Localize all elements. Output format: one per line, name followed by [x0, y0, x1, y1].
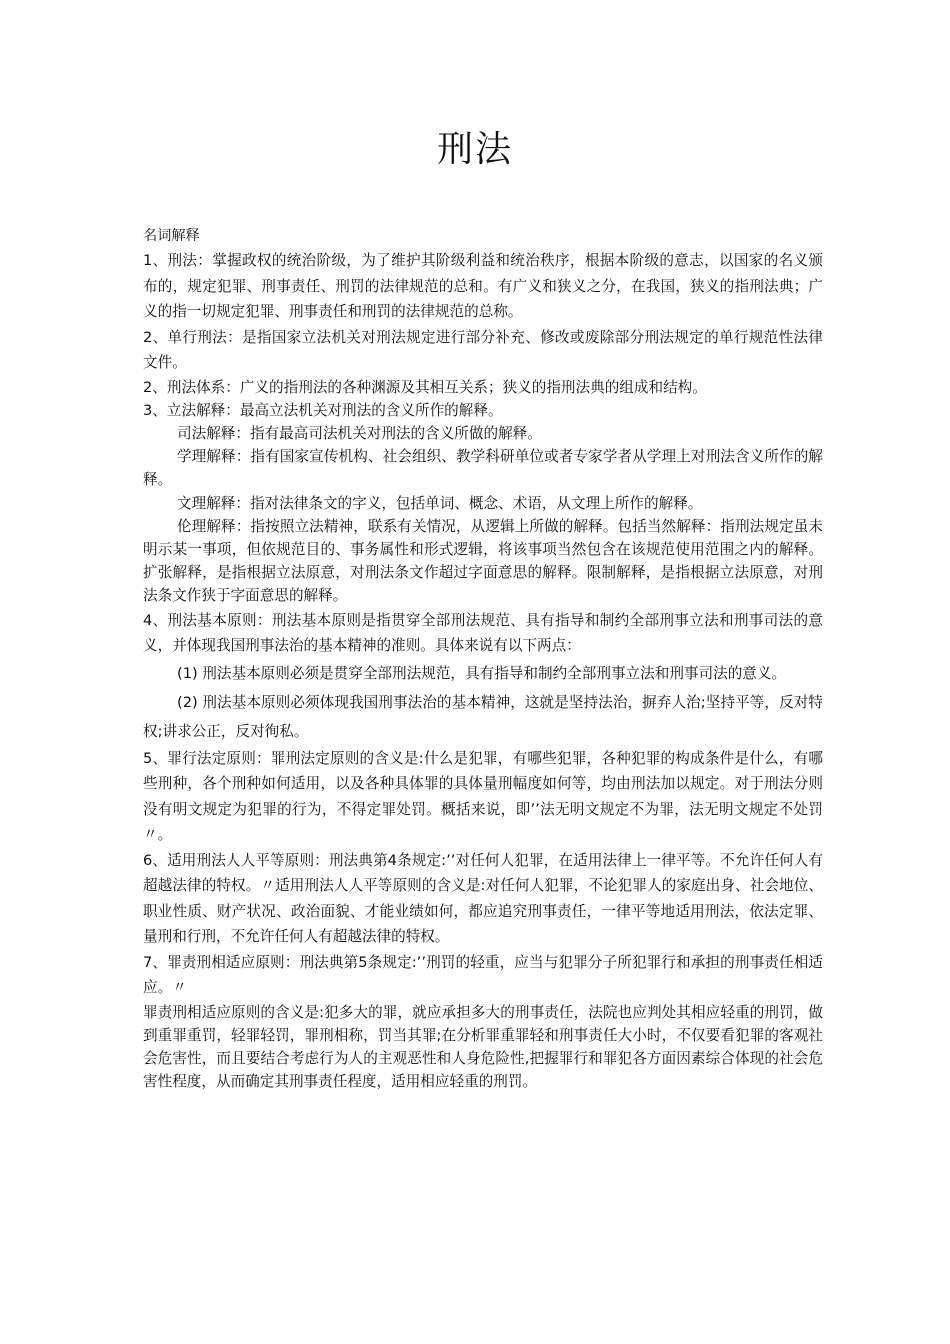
definition-criminal-law-system: 2、刑法体系：广义的指刑法的各种渊源及其相互关系；狭义的指刑法典的组成和结构。 [143, 378, 707, 396]
section-heading: 名词解释 [143, 228, 200, 244]
document-body [143, 225, 823, 1093]
definition-equality-principle: 6、适用刑法人人平等原则：刑法典第4条规定:’’对任何人犯罪，在适用法律上一律平等。不允许任何人有超越法律的特权。〃适用刑法人人平等原则的含义是:对任何人犯罪，不论犯罪人的家庭出身、社会地位、职业性质、财产状况、政治面貌、才能业绩如何，都应追究刑事责任，一律平等地适用刑法，依法定罪、量刑和行刑，不允许任何人有超越法律的特权。 [143, 851, 823, 946]
definition-proportionality-principle: 7、罪责刑相适应原则：刑法典第5条规定:’’刑罚的轻重，应当与犯罪分子所犯罪行和承担的刑事责任相适应。〃 [143, 953, 823, 997]
definition-ethical-interpretation: 伦理解释：指按照立法精神，联系有关情况，从逻辑上所做的解释。包括当然解释：指刑法规定虽未明示某一事项，但依规范目的、事务属性和形式逻辑，将该事项当然包含在该规范使用范围之内的解释。扩张解释，是指根据立法原意，对刑法条文作超过字面意思的解释。限制解释，是指根据立法原意，对刑法条文作狭于字面意思的解释。 [143, 517, 823, 605]
document-title: 刑法 [436, 129, 513, 170]
principle-item-2: (2) 刑法基本原则必须体现我国刑事法治的基本精神，这就是坚持法治，摒弃人治;坚持平等，反对特权;讲求公正，反对徇私。 [143, 693, 823, 740]
definition-special-criminal-law: 2、单行刑法：是指国家立法机关对刑法规定进行部分补充、修改或废除部分刑法规定的单行规范性法律文件。 [143, 328, 823, 371]
definition-legality-principle: 5、罪行法定原则：罪刑法定原则的含义是:什么是犯罪，有哪些犯罪，各种犯罪的构成条件是什么，有哪些刑种，各个刑种如何适用，以及各种具体罪的具体量刑幅度如何等，均由刑法加以规定。对于刑法分则没有明文规定为犯罪的行为，不得定罪处罚。概括来说，即’’法无明文规定不为罪，法无明文规定不处罚〃。 [143, 749, 823, 844]
definition-basic-principles: 4、刑法基本原则：刑法基本原则是指贯穿全部刑法规范、具有指导和制约全部刑事立法和刑事司法的意义，并体现我国刑事法治的基本精神的准则。具体来说有以下两点： [143, 611, 823, 655]
principle-item-1: (1) 刑法基本原则必须是贯穿全部刑法规范，具有指导和制约全部刑事立法和刑事司法的意义。 [177, 664, 787, 682]
definition-judicial-interpretation: 司法解释：指有最高司法机关对刑法的含义所做的解释。 [177, 424, 542, 442]
proportionality-explanation: 罪责刑相适应原则的含义是:犯多大的罪，就应承担多大的刑事责任，法院也应判处其相应轻重的刑罚，做到重罪重罚，轻罪轻罚，罪刑相称，罚当其罪;在分析罪重罪轻和刑事责任大小时，不仅要看犯罪的客观社会危害性，而且要结合考虑行为人的主观恶性和人身危险性,把握罪行和罪犯各方面因素综合体现的社会危害性程度，从而确定其刑事责任程度，适用相应轻重的刑罚。 [143, 1003, 823, 1091]
definition-legislative-interpretation: 3、立法解释：最高立法机关对刑法的含义所作的解释。 [143, 401, 503, 419]
definition-literal-interpretation: 文理解释：指对法律条文的字义，包括单词、概念、术语，从文理上所作的解释。 [177, 494, 703, 512]
definition-doctrinal-interpretation: 学理解释：指有国家宣传机构、社会组织、教学科研单位或者专家学者从学理上对刑法含义所作的解释。 [143, 448, 823, 489]
definition-criminal-law: 1、刑法：掌握政权的统治阶级，为了维护其阶级利益和统治秩序，根据本阶级的意志，以国家的名义颁布的，规定犯罪、刑事责任、刑罚的法律规范的总和。有广义和狭义之分，在我国，狭义的指刑法典；广义的指一切规定犯罪、刑事责任和刑罚的法律规范的总称。 [143, 252, 823, 320]
